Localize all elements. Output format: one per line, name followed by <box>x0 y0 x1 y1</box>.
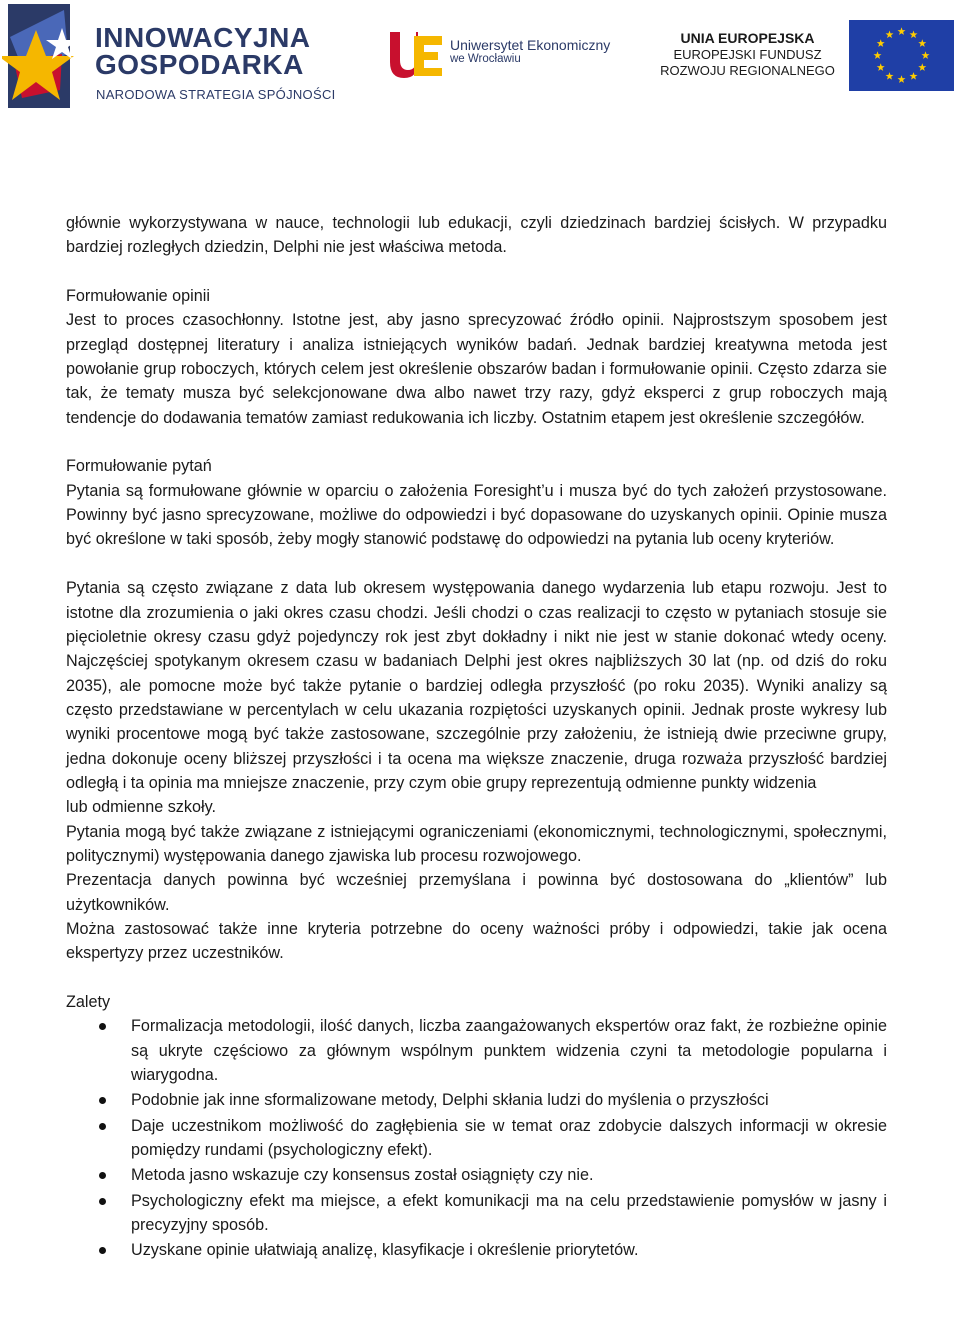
ig-subtitle: NARODOWA STRATEGIA SPÓJNOŚCI <box>96 87 336 102</box>
list-item <box>66 1114 887 1163</box>
eu-label <box>656 30 839 79</box>
eu-flag-icon <box>849 20 954 91</box>
document-body <box>66 211 887 1264</box>
bullet-icon <box>99 1172 106 1179</box>
advantages-list <box>66 1014 887 1262</box>
ig-title <box>95 24 311 78</box>
ue-line1: Uniwersytet Ekonomiczny <box>450 37 611 53</box>
list-item-text: Metoda jasno wskazuje czy konsensus został osiągnięty czy nie. <box>131 1166 594 1185</box>
list-item <box>66 1238 887 1262</box>
list-item <box>66 1014 887 1087</box>
ue-wroclaw-logo <box>388 28 618 80</box>
list-item <box>66 1189 887 1238</box>
list-item-text: Formalizacja metodologii, ilość danych, liczba zaangażowanych ekspertów oraz fakt, że rozbieżne opinie są ukryte częściowo za głównym wspólnym punktem widzenia czyni ta metodologie popularna i wiarygodna. <box>131 1017 887 1085</box>
timing-paragraph-tail: lub odmienne szkoły. <box>66 798 216 817</box>
section-heading-questions: Formułowanie pytań <box>66 457 212 476</box>
ue-line2: we Wrocławiu <box>450 53 521 65</box>
list-item-text: Daje uczestnikom możliwość do zagłębienia sie w temat oraz zdobycie dalszych informacji w okresie pomiędzy rundami (psychologiczny efekt). <box>131 1116 887 1160</box>
bullet-icon <box>99 1247 106 1254</box>
section-heading-advantages: Zalety <box>66 993 111 1011</box>
eu-line3: ROZWOJU REGIONALNEGO <box>660 63 835 78</box>
page-header <box>0 0 960 120</box>
bullet-icon <box>99 1198 106 1205</box>
intro-paragraph: głównie wykorzystywana w nauce, technologii lub edukacji, czyli dziedzinach bardziej ścisłych. W przypadku bardziej rozległych dziedzin, Delphi nie jest właściwa metoda. <box>66 214 887 257</box>
list-item <box>66 1163 887 1187</box>
opinions-paragraph: Jest to proces czasochłonny. Istotne jest, aby jasno sprecyzować źródło opinii. Najprostszym sposobem jest przegląd dostępnej literatury i analiza istniejących wyników badań. Jednak bardziej kreatywna metoda jest powołanie grup roboczych, których celem jest określenie obszarów badan i formułowanie opinii. Często zdarza sie tak, że tematy musza być selekcjonowane dwa albo nawet trzy razy, gdyż eksperci z grup roboczych mają tendencje do dodawania tematów zamiast redukowania ich liczby. Ostatnim etapem jest określenie szczegółów. <box>66 311 887 427</box>
eu-line1: UNIA EUROPEJSKA <box>680 30 815 46</box>
presentation-paragraph: Prezentacja danych powinna być wcześniej przemyślana i powinna być dostosowana do „klientów” lub użytkowników. <box>66 871 887 914</box>
eu-line2: EUROPEJSKI FUNDUSZ <box>673 47 822 62</box>
list-item-text: Psychologiczny efekt ma miejsce, a efekt komunikacji ma na celu przedstawienie pomysłów w jasny i precyzyjny sposób. <box>131 1191 887 1235</box>
criteria-paragraph: Można zastosować także inne kryteria potrzebne do oceny ważności próby i odpowiedzi, takie jak ocena ekspertyzy przez uczestników. <box>66 919 887 963</box>
timing-paragraph: Pytania są często związane z data lub okresem występowania danego wydarzenia lub etapu rozwoju. Jest to istotne dla zrozumienia o jaki okres czasu chodzi. Jeśli chodzi o czas realizacji to często w pytaniach stosuje sie pięcioletnie okresy czasu gdyż pojedynczy rok jest zbyt dokładny i nikt nie jest w stanie dokonać wtedy oceny. Najczęściej spotykanym okresem czasu w badaniach Delphi jest okres najbliższych 30 lat (np. od dziś do roku 2035), ale pomocne może być także pytanie o bardziej odległa przyszłość (po roku 2035). Wyniki analizy są często przedstawiane w percentylach w celu ukazania rozpiętości uzyskanych opinii. Jednak proste wykresy lub wyniki procentowe mogą być także zastosowane, szczególnie przy założeniu, że istnieją dwie przeciwne grupy, jedna dokonuje oceny bliższej przyszłości i ta ocena ma większe znaczenie, druga rozważa przyszłość bardziej odległą i ta opinia ma mniejsze znaczenie, przy czym obie grupy reprezentują odmienne punkty widzenia <box>66 579 887 792</box>
list-item-text: Uzyskane opinie ułatwiają analizę, klasyfikacje i określenie priorytetów. <box>131 1241 639 1260</box>
list-item-text: Podobnie jak inne sformalizowane metody, Delphi skłania ludzi do myślenia o przyszłości <box>131 1091 769 1110</box>
questions-paragraph: Pytania są formułowane głównie w oparciu o założenia Foresight’u i musza być do tych założeń przystosowane. Powinny być jasno sprecyzowane, możliwe do odpowiedzi i być dopasowane do uzyskanych opinii. Opinie musza być określone w taki sposób, żeby mogły stanowić podstawę do odpowiedzi na pytania lub oceny kryteriów. <box>66 481 887 549</box>
innowacyjna-gospodarka-logo <box>2 2 342 112</box>
ig-line1: INNOWACYJNA <box>95 22 311 53</box>
ue-monogram-icon <box>388 28 446 80</box>
ig-line2: GOSPODARKA <box>95 49 304 80</box>
bullet-icon <box>99 1123 106 1130</box>
star-emblem-icon <box>2 2 92 110</box>
bullet-icon <box>99 1023 106 1030</box>
ue-name <box>450 38 610 66</box>
bullet-icon <box>99 1097 106 1104</box>
constraints-paragraph: Pytania mogą być także związane z istniejącymi ograniczeniami (ekonomicznymi, technologicznymi, społecznymi, politycznymi) występowania danego zjawiska lub procesu rozwojowego. <box>66 822 887 865</box>
section-heading-opinions: Formułowanie opinii <box>66 287 210 306</box>
list-item <box>66 1088 887 1112</box>
